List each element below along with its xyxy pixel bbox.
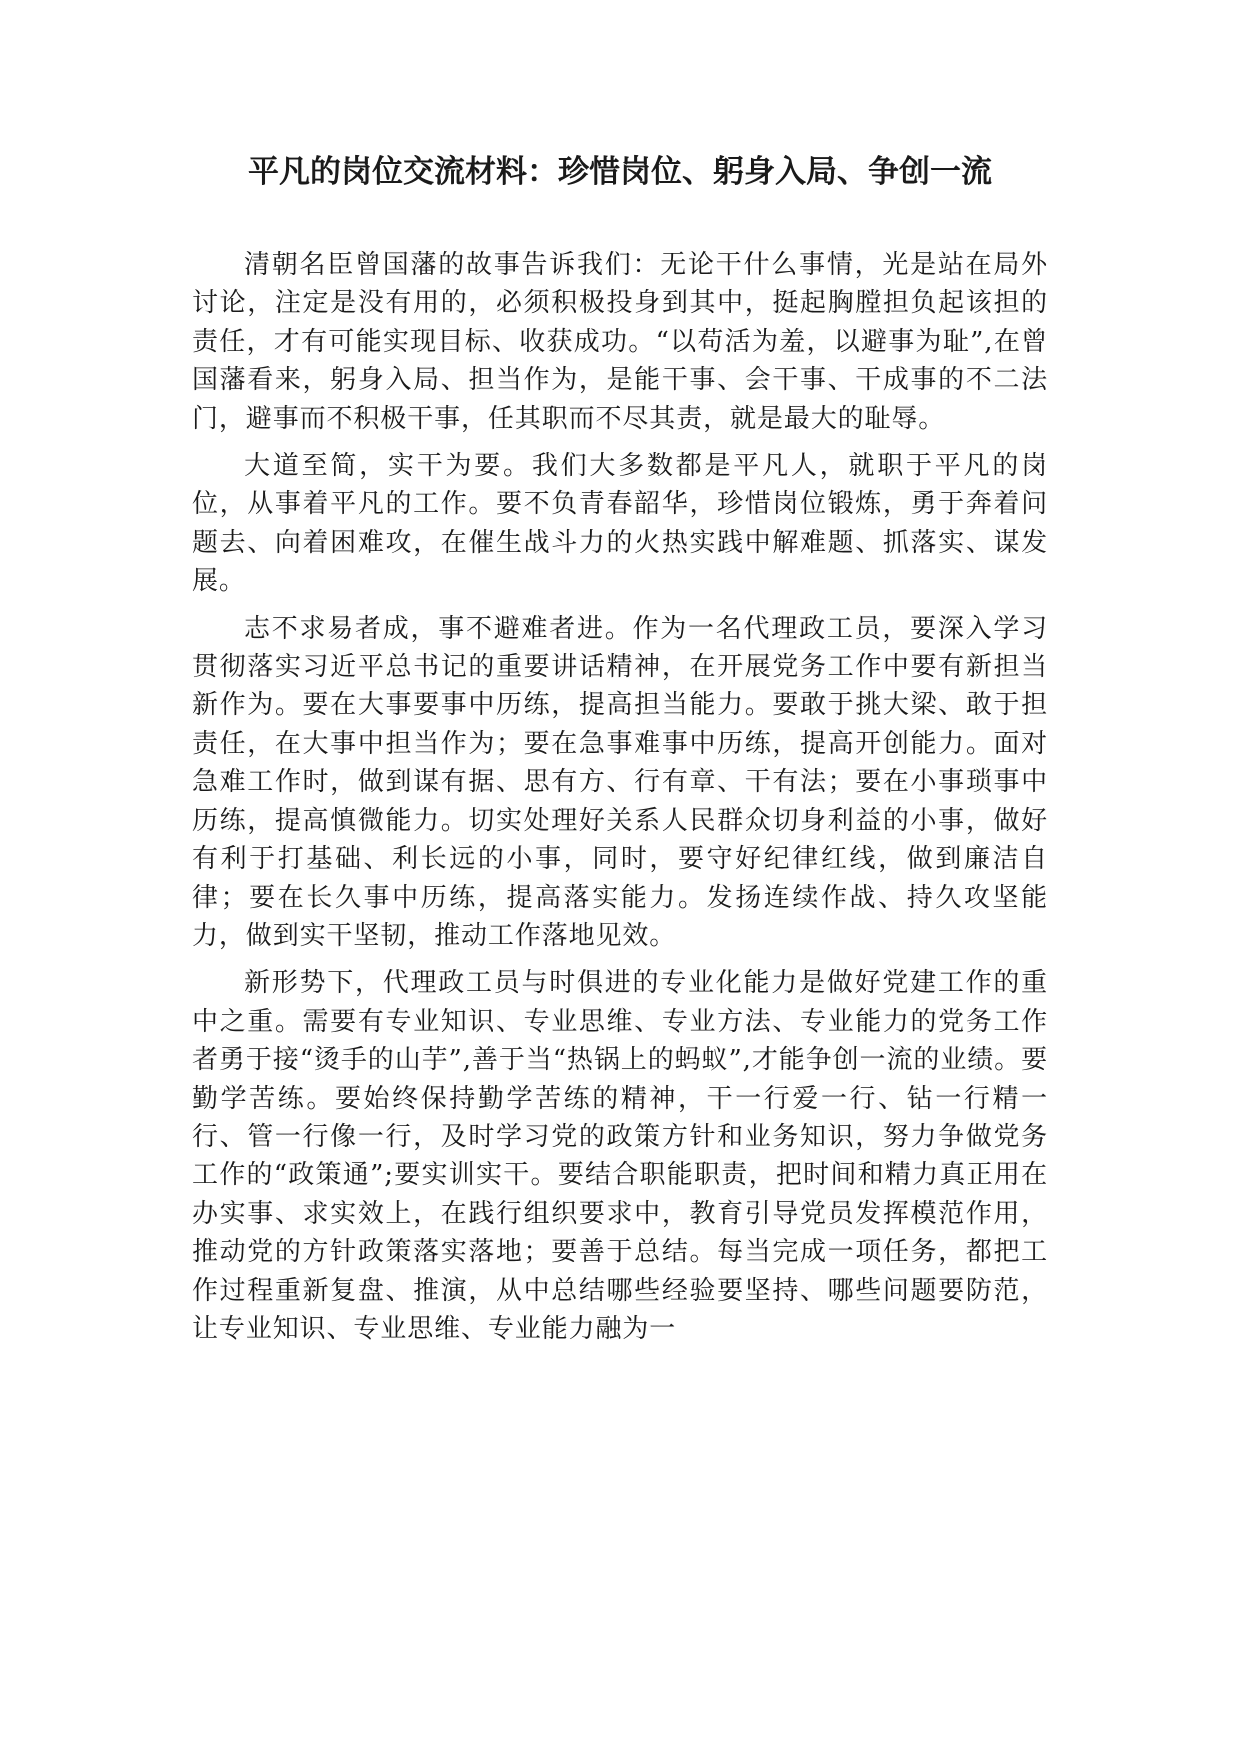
document-body (192, 246, 1048, 1357)
paragraph-4: 新形势下，代理政工员与时俱进的专业化能力是做好党建工作的重中之重。需要有专业知识、专业思维、专业方法、专业能力的党务工作者勇于接“烫手的山芋”,善于当“热锅上的蚂蚁”,才能争创一流的业绩。要勤学苦练。要始终保持勤学苦练的精神，干一行爱一行、钻一行精一行、管一行像一行，及时学习党的政策方针和业务知识，努力争做党务工作的“政策通”;要实训实干。要结合职能职责，把时间和精力真正用在办实事、求实效上，在践行组织要求中，教育引导党员发挥模范作用，推动党的方针政策落实落地；要善于总结。每当完成一项任务，都把工作过程重新复盘、推演，从中总结哪些经验要坚持、哪些问题要防范，让专业知识、专业思维、专业能力融为一 (192, 968, 1048, 1344)
paragraph-2: 大道至简，实干为要。我们大多数都是平凡人，就职于平凡的岗位，从事着平凡的工作。要不负青春韶华，珍惜岗位锻炼，勇于奔着问题去、向着困难攻，在催生战斗力的火热实践中解难题、抓落实、谋发展。 (192, 451, 1048, 597)
document-title: 平凡的岗位交流材料：珍惜岗位、躬身入局、争创一流 (248, 154, 992, 190)
paragraph-3: 志不求易者成，事不避难者进。作为一名代理政工员，要深入学习贯彻落实习近平总书记的重要讲话精神，在开展党务工作中要有新担当新作为。要在大事要事中历练，提高担当能力。要敢于挑大梁、敢于担责任，在大事中担当作为；要在急事难事中历练，提高开创能力。面对急难工作时，做到谋有据、思有方、行有章、干有法；要在小事琐事中历练，提高慎微能力。切实处理好关系人民群众切身利益的小事，做好有利于打基础、利长远的小事，同时，要守好纪律红线，做到廉洁自律；要在长久事中历练，提高落实能力。发扬连续作战、持久攻坚能力，做到实干坚韧，推动工作落地见效。 (192, 613, 1048, 951)
paragraph-1: 清朝名臣曾国藩的故事告诉我们：无论干什么事情，光是站在局外讨论，注定是没有用的，必须积极投身到其中，挺起胸膛担负起该担的责任，才有可能实现目标、收获成功。“以苟活为羞，以避事为耻”,在曾国藩看来，躬身入局、担当作为，是能干事、会干事、干成事的不二法门，避事而不积极干事，任其职而不尽其责，就是最大的耻辱。 (192, 250, 1048, 434)
